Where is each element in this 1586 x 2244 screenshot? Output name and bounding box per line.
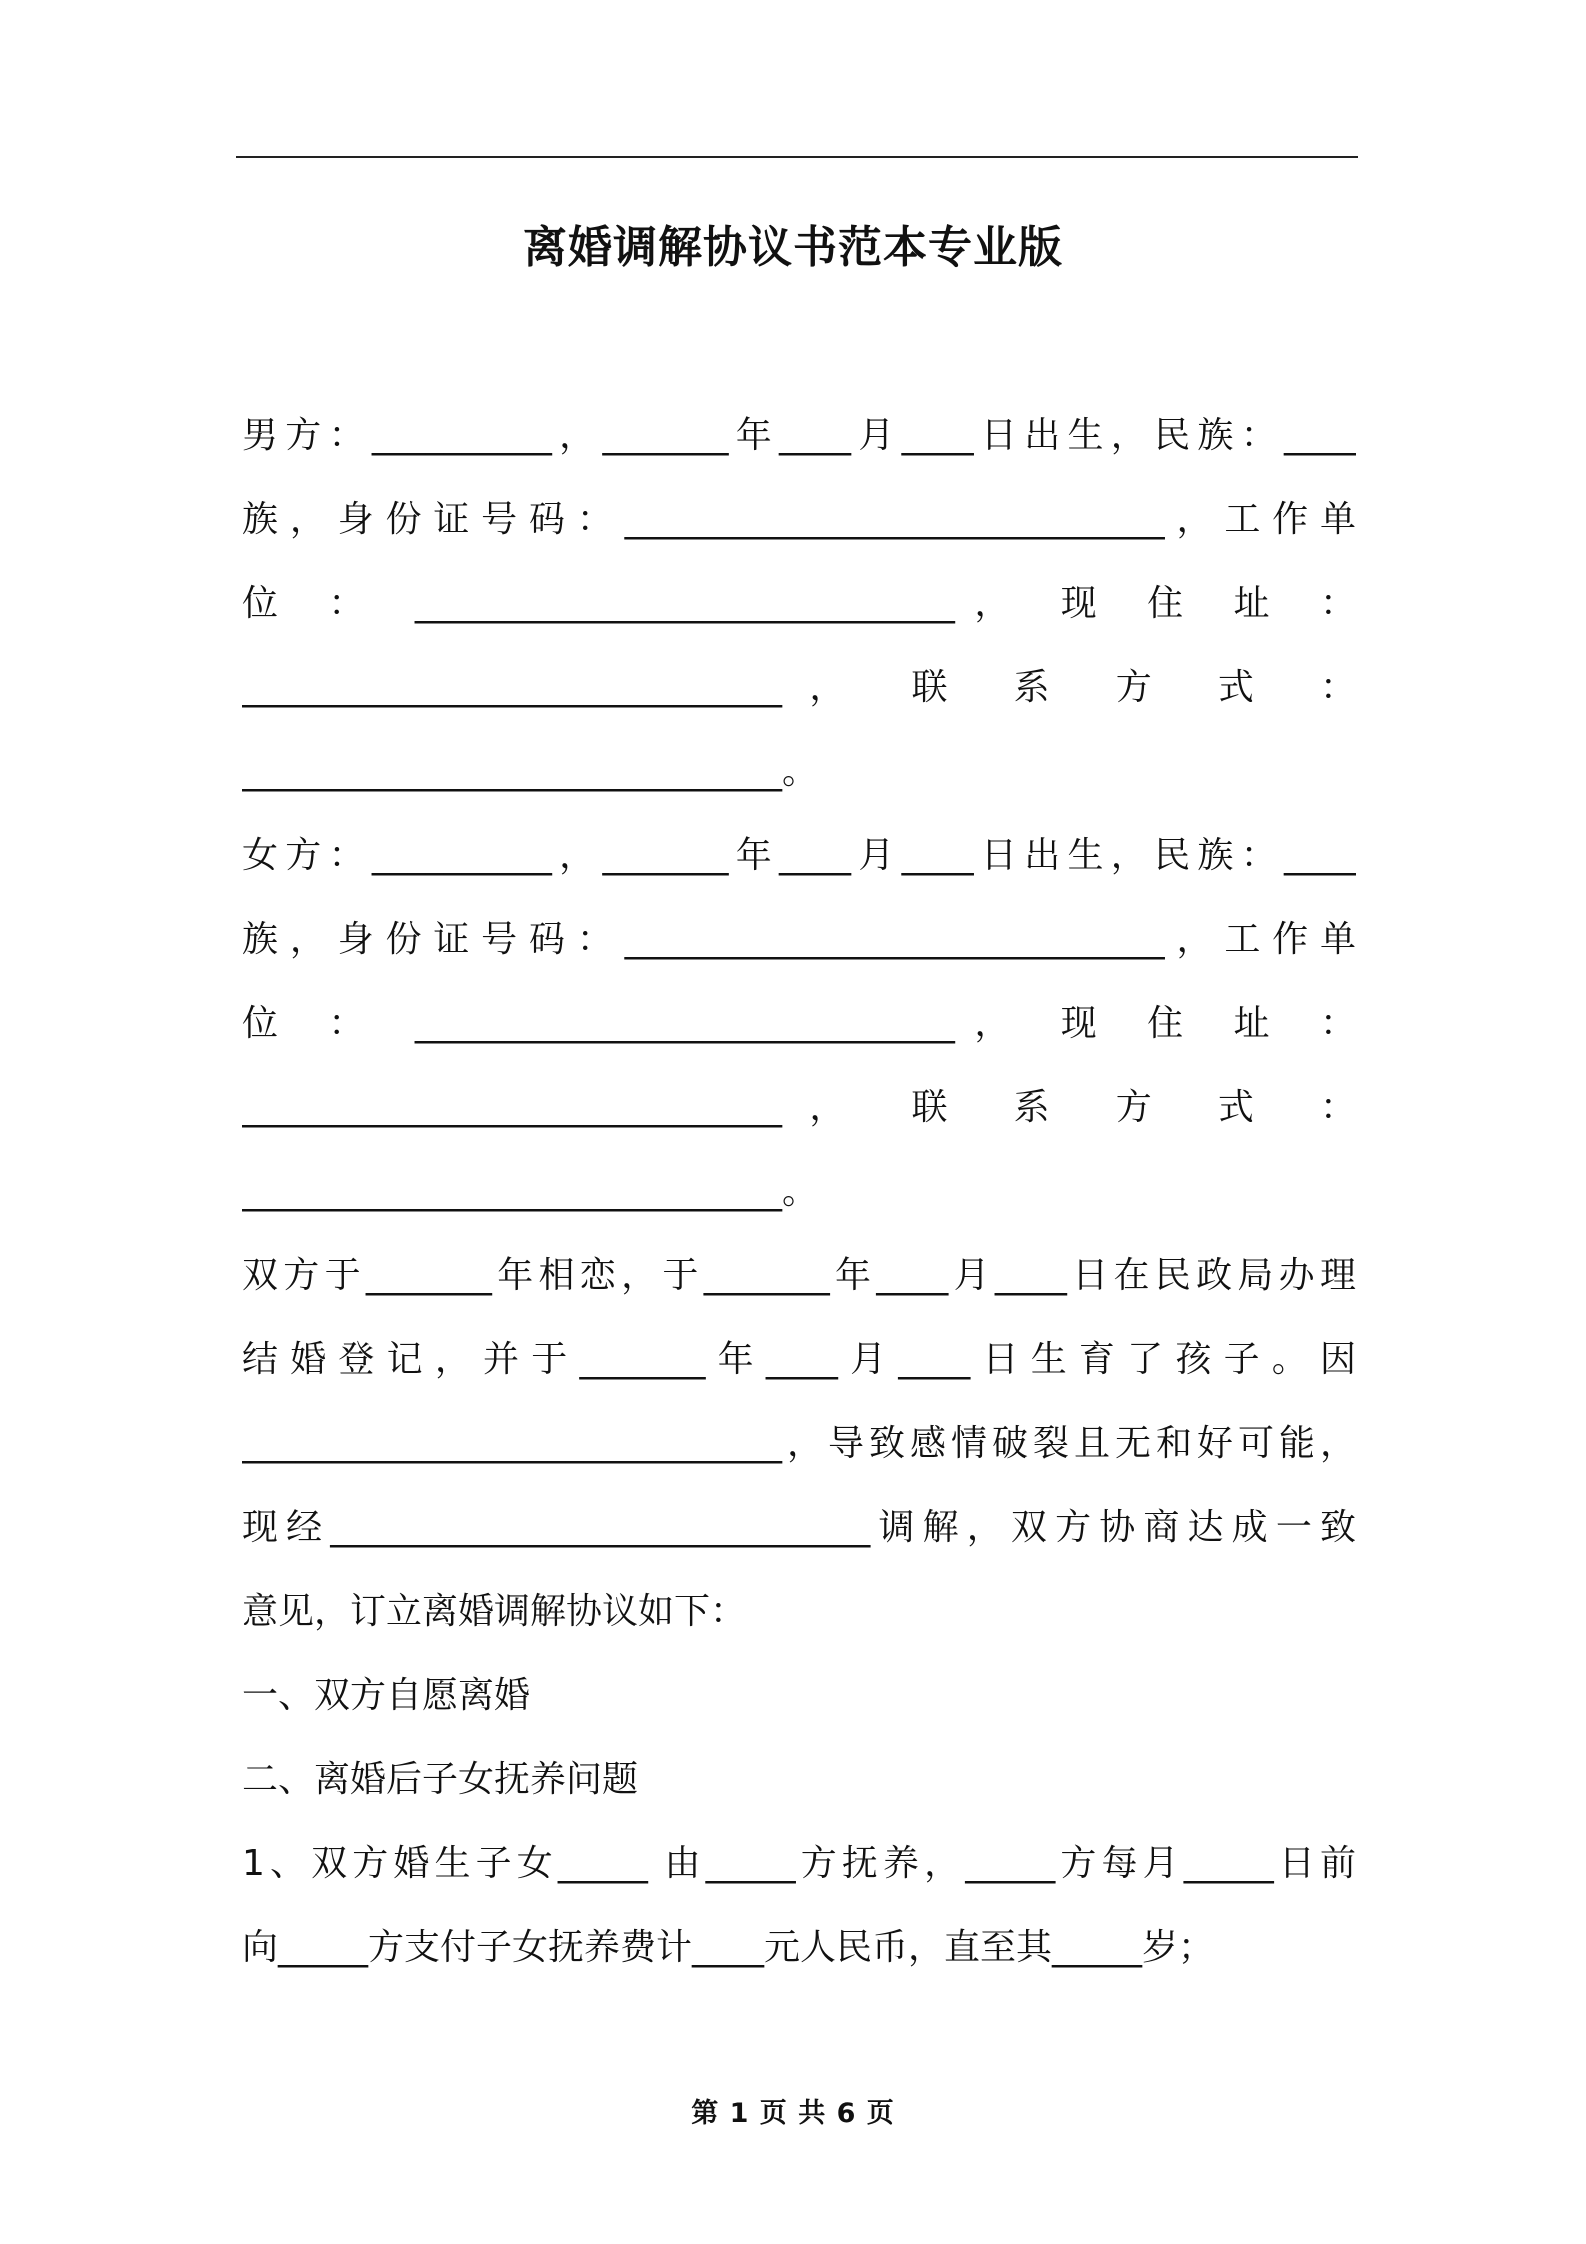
paragraph-line: ______________________________。 <box>242 751 818 792</box>
paragraph-line: 结婚登记，并于_______年____月____日生育了孩子。因 <box>242 1339 1356 1380</box>
paragraph-line: 位 ： ______________________________， 现 住 址 ： <box>242 583 1356 624</box>
paragraph-line: ______________________________。 <box>242 1171 818 1212</box>
paragraph-line: 双方于_______年相恋，于_______年____月____日在民政局办理 <box>242 1255 1356 1296</box>
paragraph-line: 男方：__________，_______年____月____日出生，民族：____ <box>242 415 1356 456</box>
paragraph-line: 女方：__________，_______年____月____日出生，民族：____ <box>242 835 1356 876</box>
paragraph-line: 向_____方支付子女抚养费计____元人民币，直至其_____岁； <box>242 1927 1215 1968</box>
paragraph-line: ______________________________， 联 系 方 式 ： <box>242 1087 1356 1128</box>
paragraph-line: ______________________________，导致感情破裂且无和好可能， <box>242 1423 1356 1464</box>
section-heading: 一、双方自愿离婚 <box>242 1675 531 1716</box>
header-rule <box>236 156 1358 158</box>
paragraph-line: 现经______________________________调解，双方协商达成一致 <box>242 1507 1356 1548</box>
paragraph-line: ______________________________， 联 系 方 式 ： <box>242 667 1356 708</box>
document-title: 离婚调解协议书范本专业版 <box>523 222 1063 273</box>
page-number: 第 1 页 共 6 页 <box>691 2098 895 2129</box>
paragraph-line: 1、双方婚生子女_____ 由_____方抚养，_____方每月_____日前 <box>242 1843 1356 1884</box>
paragraph-line: 族，身份证号码：______________________________，工作单 <box>242 919 1356 960</box>
paragraph-line: 族，身份证号码：______________________________，工作单 <box>242 499 1356 540</box>
section-heading: 二、离婚后子女抚养问题 <box>242 1759 639 1800</box>
paragraph-line: 位 ： ______________________________， 现 住 址 ： <box>242 1003 1356 1044</box>
paragraph-line: 意见，订立离婚调解协议如下： <box>242 1591 747 1632</box>
